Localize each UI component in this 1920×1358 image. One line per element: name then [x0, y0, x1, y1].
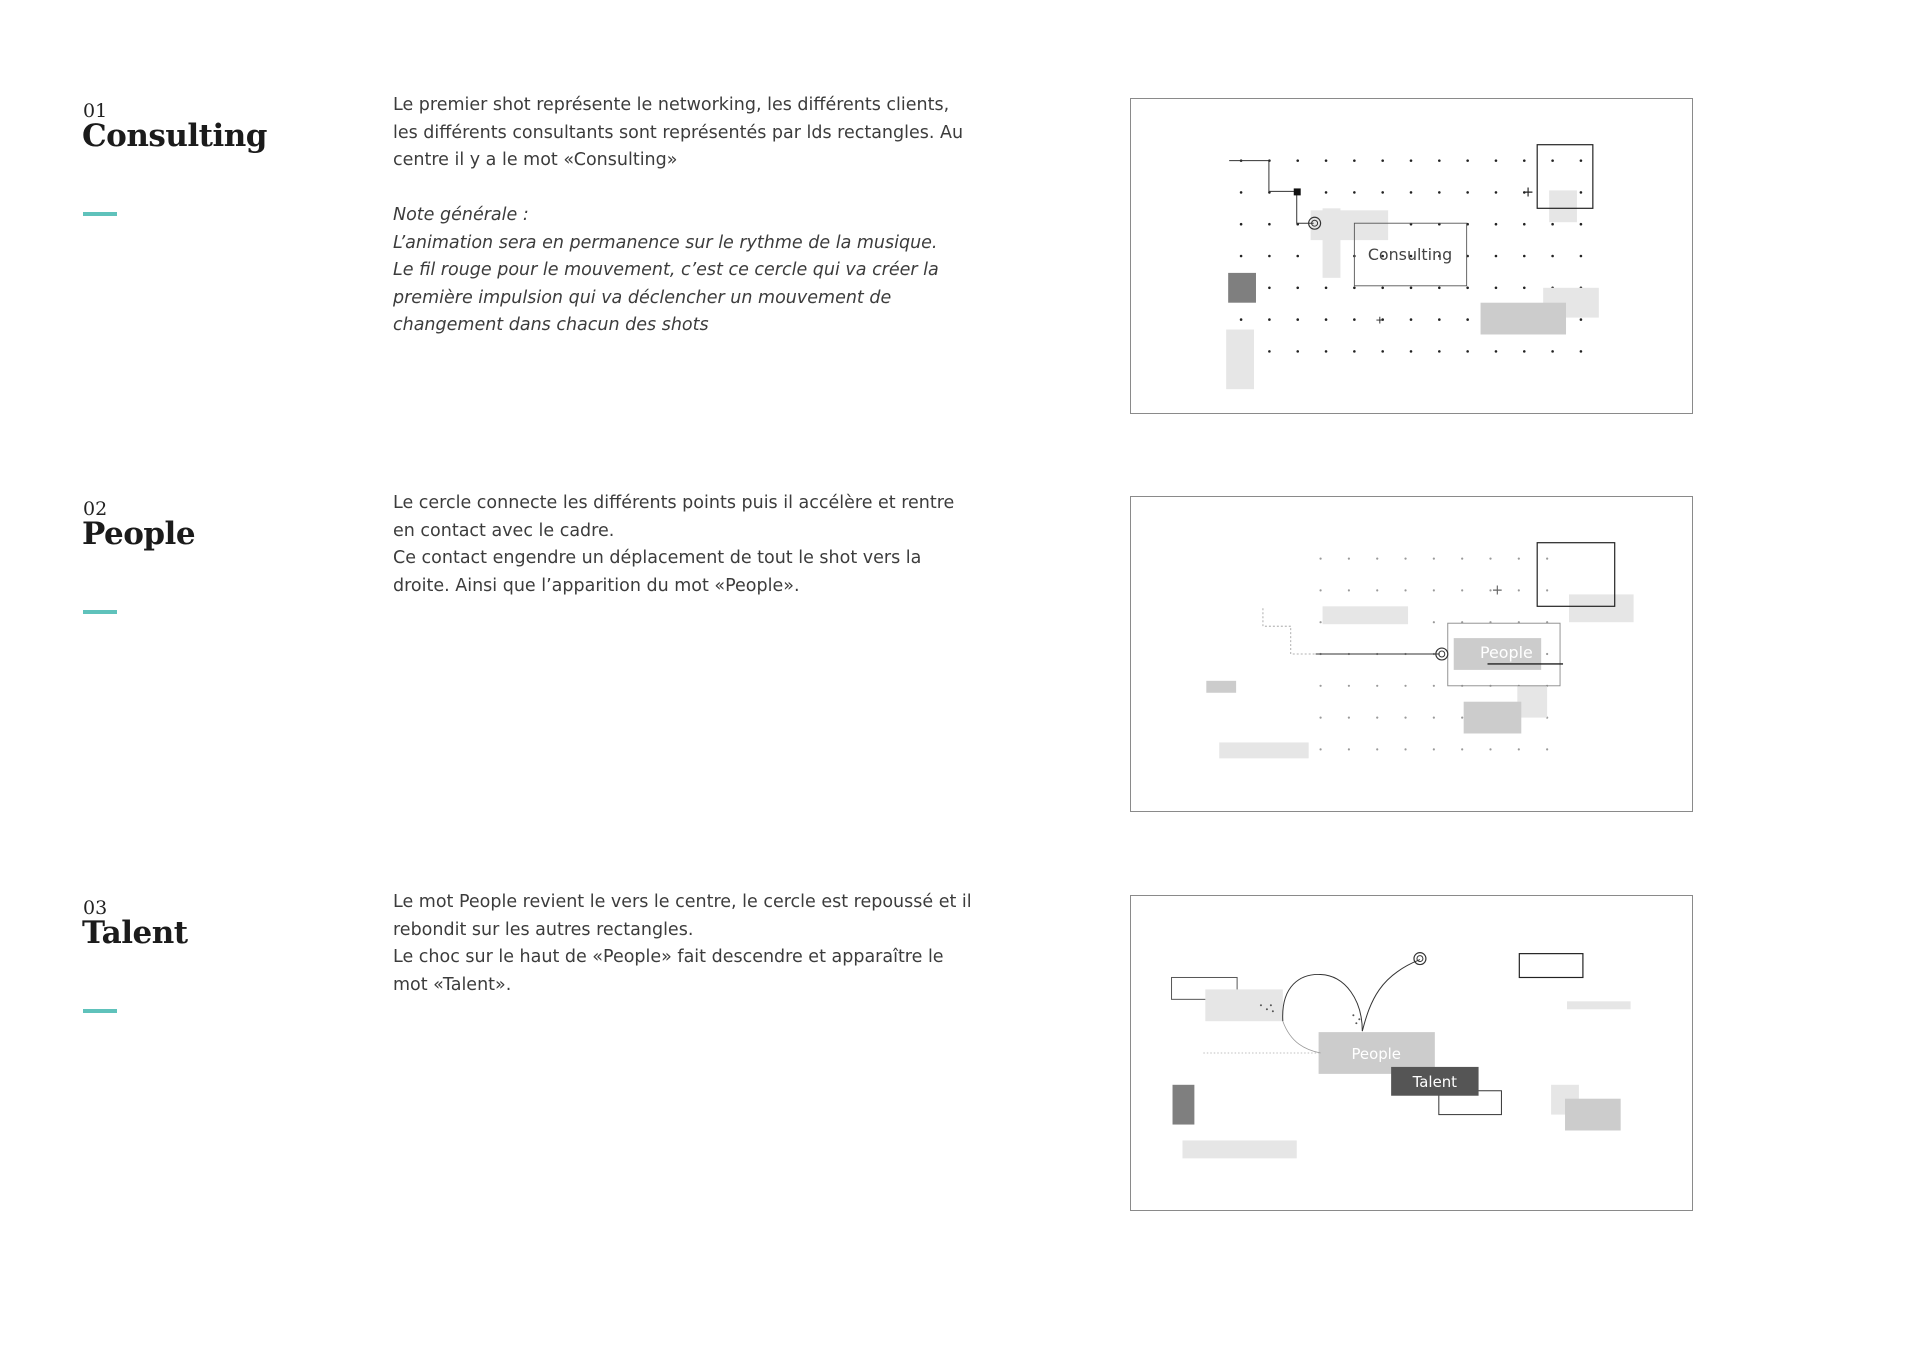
grid-dot: [1461, 589, 1463, 591]
grid-dot: [1433, 621, 1435, 623]
grid-dot: [1376, 748, 1378, 750]
grid-dot: [1319, 558, 1321, 560]
section-description: [393, 92, 973, 340]
dark-block: [1173, 1085, 1195, 1125]
grid-dot: [1296, 159, 1299, 162]
grid-dot: [1319, 589, 1321, 591]
light-block: [1517, 686, 1547, 718]
grid-dot: [1353, 318, 1356, 321]
grid-dot: [1438, 350, 1441, 353]
frame-label: Consulting: [1367, 244, 1453, 264]
grid-dot: [1495, 350, 1498, 353]
grid-dot: [1410, 350, 1413, 353]
svg-text:+: +: [1522, 184, 1534, 201]
grid-dot: [1433, 589, 1435, 591]
grid-dot: [1325, 191, 1328, 194]
description-paragraph: Le cercle connecte les différents points puis il accélère et rentre en contact avec le cadre.: [393, 493, 955, 541]
grid-dot: [1319, 685, 1321, 687]
grid-dot: [1518, 589, 1520, 591]
note-heading: Note générale :: [393, 205, 529, 225]
grid-dot: [1348, 558, 1350, 560]
frame-label: People: [1480, 642, 1533, 662]
grid-dot: [1466, 318, 1469, 321]
grid-dot: [1495, 159, 1498, 162]
grid-dot: [1296, 255, 1299, 258]
grid-dot: [1523, 255, 1526, 258]
grid-dot: [1268, 223, 1271, 226]
grid-dot: [1268, 255, 1271, 258]
grid-dot: [1523, 287, 1526, 290]
grid-dot: [1353, 159, 1356, 162]
grid-dot: [1523, 223, 1526, 226]
grid-dot: [1268, 287, 1271, 290]
grid-dot: [1433, 685, 1435, 687]
grid-dot: [1546, 558, 1548, 560]
grid-dot: [1348, 685, 1350, 687]
grid-dot: [1410, 287, 1413, 290]
section-people: [0, 398, 1920, 798]
grid-dot: [1580, 223, 1583, 226]
grid-dot: [1580, 159, 1583, 162]
grid-dot: [1353, 350, 1356, 353]
grid-dot: [1240, 191, 1243, 194]
mid-block: [1464, 702, 1522, 734]
grid-dot: [1466, 350, 1469, 353]
grid-dot: [1489, 748, 1491, 750]
light-block: [1219, 742, 1308, 758]
grid-dot: [1404, 748, 1406, 750]
svg-text:+: +: [1375, 313, 1385, 327]
grid-dot: [1404, 558, 1406, 560]
grid-dot: [1466, 191, 1469, 194]
frame-illustration: [1131, 497, 1692, 811]
frame-illustration: [1131, 896, 1692, 1210]
grid-dot: [1240, 318, 1243, 321]
grid-dot: [1580, 318, 1583, 321]
grid-dot: [1433, 748, 1435, 750]
mid-block: [1481, 303, 1566, 335]
storyboard-frame-people: [1130, 496, 1693, 812]
grid-dot: [1376, 685, 1378, 687]
grid-dot: [1325, 287, 1328, 290]
light-block: [1549, 190, 1577, 222]
grid-dot: [1410, 159, 1413, 162]
frame-illustration: [1131, 99, 1692, 413]
grid-dot: [1319, 621, 1321, 623]
grid-dot: [1325, 350, 1328, 353]
bounce-arc: [1283, 974, 1363, 1031]
grid-dot: [1376, 558, 1378, 560]
accent-dash: [83, 610, 117, 614]
grid-dot: [1376, 717, 1378, 719]
grid-dot: [1546, 748, 1548, 750]
grid-dot: [1461, 717, 1463, 719]
grid-dot: [1410, 318, 1413, 321]
grid-dot: [1319, 748, 1321, 750]
grid-dot: [1268, 318, 1271, 321]
grid-dot: [1518, 558, 1520, 560]
description-paragraph: Le mot People revient le vers le centre, le cercle est repoussé et il rebondit sur les autres rectangles.: [393, 892, 972, 940]
grid-dot: [1381, 287, 1384, 290]
storyboard-frame-talent: [1130, 895, 1693, 1211]
bounce-arc-faint: [1283, 1021, 1321, 1053]
section-number: 01: [83, 100, 108, 122]
grid-dot: [1348, 589, 1350, 591]
grid-dot: [1404, 685, 1406, 687]
grid-dot: [1495, 287, 1498, 290]
grid-dot: [1404, 589, 1406, 591]
grid-dot: [1580, 350, 1583, 353]
grid-dot: [1518, 748, 1520, 750]
dark-block: [1228, 273, 1256, 303]
grid-dot: [1551, 159, 1554, 162]
grid-dot: [1296, 350, 1299, 353]
grid-dot: [1461, 558, 1463, 560]
grid-dot: [1546, 653, 1548, 655]
frame-label-talent: Talent: [1412, 1072, 1458, 1091]
grid-dot: [1438, 318, 1441, 321]
grid-dot: [1466, 159, 1469, 162]
grid-dot: [1433, 558, 1435, 560]
light-block: [1226, 330, 1254, 390]
grid-dot: [1381, 159, 1384, 162]
grid-dot: [1404, 717, 1406, 719]
grid-dot: [1376, 589, 1378, 591]
note-line: Le fil rouge pour le mouvement, c’est ce cercle qui va créer la première impulsion qui va déclencher un mouvement de changement dans chacun des shots: [393, 260, 939, 335]
grid-dot: [1353, 287, 1356, 290]
light-block: [1323, 606, 1408, 624]
accent-dash: [83, 212, 117, 216]
grid-dot: [1438, 191, 1441, 194]
grid-dot: [1325, 159, 1328, 162]
grid-dot: [1353, 191, 1356, 194]
grid-dot: [1489, 558, 1491, 560]
section-number: 03: [83, 897, 108, 919]
node-square: [1294, 188, 1301, 195]
grid-dot: [1433, 717, 1435, 719]
section-title: Consulting: [82, 118, 267, 154]
light-block: [1567, 1001, 1631, 1009]
grid-dot: [1296, 318, 1299, 321]
section-talent: [0, 797, 1920, 1197]
grid-dot: [1348, 748, 1350, 750]
section-title: Talent: [82, 915, 188, 951]
mid-block: [1565, 1099, 1621, 1131]
light-block: [1182, 1140, 1296, 1158]
grid-dot: [1495, 255, 1498, 258]
section-description: [393, 889, 973, 999]
grid-dot: [1551, 350, 1554, 353]
description-paragraph: Le premier shot représente le networking, les différents clients, les différents consultants sont représentés par lds rectangles. Au centre il y a le mot «Consulting»: [393, 95, 964, 170]
mid-block: [1206, 681, 1236, 693]
section-description: [393, 490, 973, 600]
grid-dot: [1580, 191, 1583, 194]
section-title: People: [82, 516, 196, 552]
grid-dot: [1461, 748, 1463, 750]
grid-dot: [1546, 589, 1548, 591]
note-line: L’animation sera en permanence sur le rythme de la musique.: [393, 232, 938, 253]
description-paragraph: Le choc sur le haut de «People» fait descendre et apparaître le mot «Talent».: [393, 947, 944, 995]
grid-dot: [1319, 717, 1321, 719]
grid-dot: [1268, 350, 1271, 353]
description-paragraph: Ce contact engendre un déplacement de tout le shot vers la droite. Ainsi que l’apparition du mot «People».: [393, 548, 922, 596]
grid-dot: [1438, 159, 1441, 162]
grid-dot: [1381, 191, 1384, 194]
storyboard-frame-consulting: [1130, 98, 1693, 414]
grid-dot: [1551, 223, 1554, 226]
grid-dot: [1438, 287, 1441, 290]
grid-dot: [1551, 255, 1554, 258]
grid-dot: [1381, 350, 1384, 353]
grid-dot: [1325, 318, 1328, 321]
frame-label: People: [1351, 1044, 1401, 1063]
grid-dot: [1240, 223, 1243, 226]
section-consulting: [0, 0, 1920, 400]
grid-dot: [1580, 255, 1583, 258]
svg-text:+: +: [1491, 582, 1504, 599]
grid-dot: [1495, 223, 1498, 226]
light-block: [1311, 210, 1389, 240]
section-number: 02: [83, 498, 108, 520]
grid-dot: [1466, 287, 1469, 290]
accent-dash: [83, 1009, 117, 1013]
grid-dot: [1240, 255, 1243, 258]
grid-dot: [1523, 159, 1526, 162]
circle-node: [1414, 953, 1426, 965]
grid-dot: [1296, 287, 1299, 290]
grid-dot: [1495, 191, 1498, 194]
light-block: [1569, 594, 1634, 622]
bounce-arc: [1362, 960, 1420, 1032]
grid-dot: [1523, 350, 1526, 353]
outline-rect: [1519, 954, 1583, 978]
grid-dot: [1410, 191, 1413, 194]
circle-node-inner: [1417, 956, 1423, 962]
grid-dot: [1348, 717, 1350, 719]
